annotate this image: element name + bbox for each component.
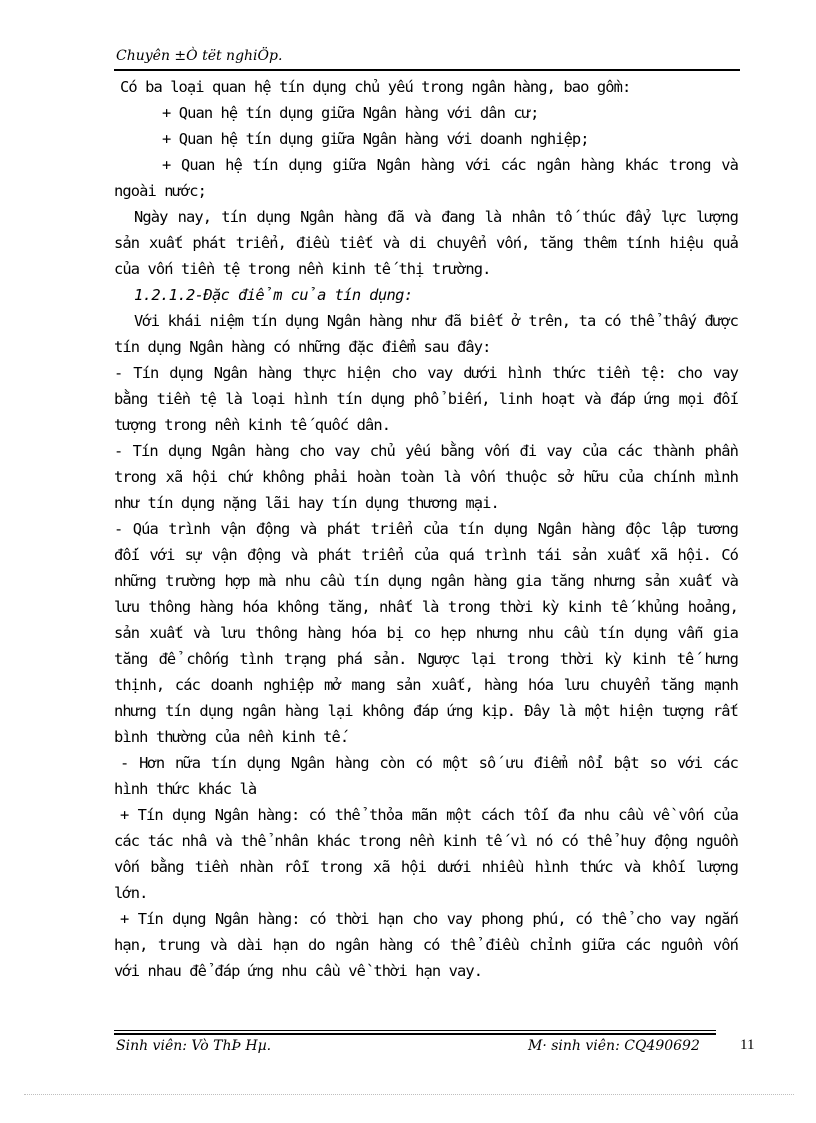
footer-student-id: M· sinh viên: CQ490692 — [528, 1038, 700, 1054]
list-item: + Tín dụng Ngân hàng: có thể thỏa mãn một cách tối đa nhu cầu về vốn của các tác nhâ và thể nhân khác trong nền kinh tế vì nó có thể huy động nguồn vốn bằng tiền nhàn rỗi trong xã hội dưới nhiều hình thức và khối lượng lớn. — [114, 806, 738, 902]
page-number: 11 — [740, 1037, 755, 1053]
list-item: + Quan hệ tín dụng giữa Ngân hàng với doanh nghiệp; — [162, 130, 589, 148]
list-item: + Quan hệ tín dụng giữa Ngân hàng với các ngân hàng khác trong và ngoài nước; — [114, 156, 738, 200]
paragraph: - Hơn nữa tín dụng Ngân hàng còn có một số ưu điểm nổi bật so với các hình thức khác là — [114, 754, 738, 798]
header-rule — [114, 69, 740, 71]
section-subheading: 1.2.1.2-Đặc điểm của tín dụng: — [134, 286, 413, 304]
footer-rule — [114, 1030, 716, 1031]
list-item: + Tín dụng Ngân hàng: có thời hạn cho vay phong phú, có thể cho vay ngắn hạn, trung và dài hạn do ngân hàng có thể điều chỉnh giữa các nguồn vốn với nhau để đáp ứng nhu cầu về thời hạn vay. — [114, 910, 738, 980]
paragraph: - Qúa trình vận động và phát triển của tín dụng Ngân hàng độc lập tương đối với sự vận động và phát triển của quá trình tái sản xuất xã hội. Có những trường hợp mà nhu cầu tín dụng ngân hàng gia tăng nhưng sản xuất và lưu thông hàng hóa không tăng, nhất là trong thời kỳ kinh tế khủng hoảng, sản xuất và lưu thông hàng hóa bị co hẹp nhưng nhu cầu tín dụng vẫn gia tăng để chống tình trạng phá sản. Ngược lại trong thời kỳ kinh tế hưng thịnh, các doanh nghiệp mở mang sản xuất, hàng hóa lưu chuyển tăng mạnh nhưng tín dụng ngân hàng lại không đáp ứng kịp. Đây là một hiện tượng rất bình thường của nền kinh tế. — [114, 520, 738, 746]
paragraph: Với khái niệm tín dụng Ngân hàng như đã biết ở trên, ta có thể thấy được tín dụng Ngân hàng có những đặc điểm sau đây: — [114, 312, 738, 356]
paragraph: - Tín dụng Ngân hàng thực hiện cho vay dưới hình thức tiền tệ: cho vay bằng tiền tệ là loại hình tín dụng phổ biến, linh hoạt và đáp ứng mọi đối tượng trong nền kinh tế quốc dân. — [114, 364, 738, 434]
footer-student-name: Sinh viên: Vò ThÞ Hµ. — [116, 1038, 272, 1054]
paragraph: Ngày nay, tín dụng Ngân hàng đã và đang là nhân tố thúc đẩy lực lượng sản xuất phát triển, điều tiết và di chuyển vốn, tăng thêm tính hiệu quả của vốn tiền tệ trong nền kinh tế thị trường. — [114, 208, 738, 278]
page-header: Chuyên ±Ò tët nghiÖp. — [116, 48, 283, 64]
footer-rule — [114, 1033, 716, 1035]
paragraph: Có ba loại quan hệ tín dụng chủ yếu trong ngân hàng, bao gồm: — [120, 78, 631, 96]
paragraph: - Tín dụng Ngân hàng cho vay chủ yếu bằng vốn đi vay của các thành phần trong xã hội chứ không phải hoàn toàn là vốn thuộc sở hữu của chính mình như tín dụng nặng lãi hay tín dụng thương mại. — [114, 442, 738, 512]
page-bottom-dotted-line — [24, 1094, 794, 1095]
list-item: + Quan hệ tín dụng giữa Ngân hàng với dân cư; — [162, 104, 539, 122]
page-body — [114, 74, 738, 984]
